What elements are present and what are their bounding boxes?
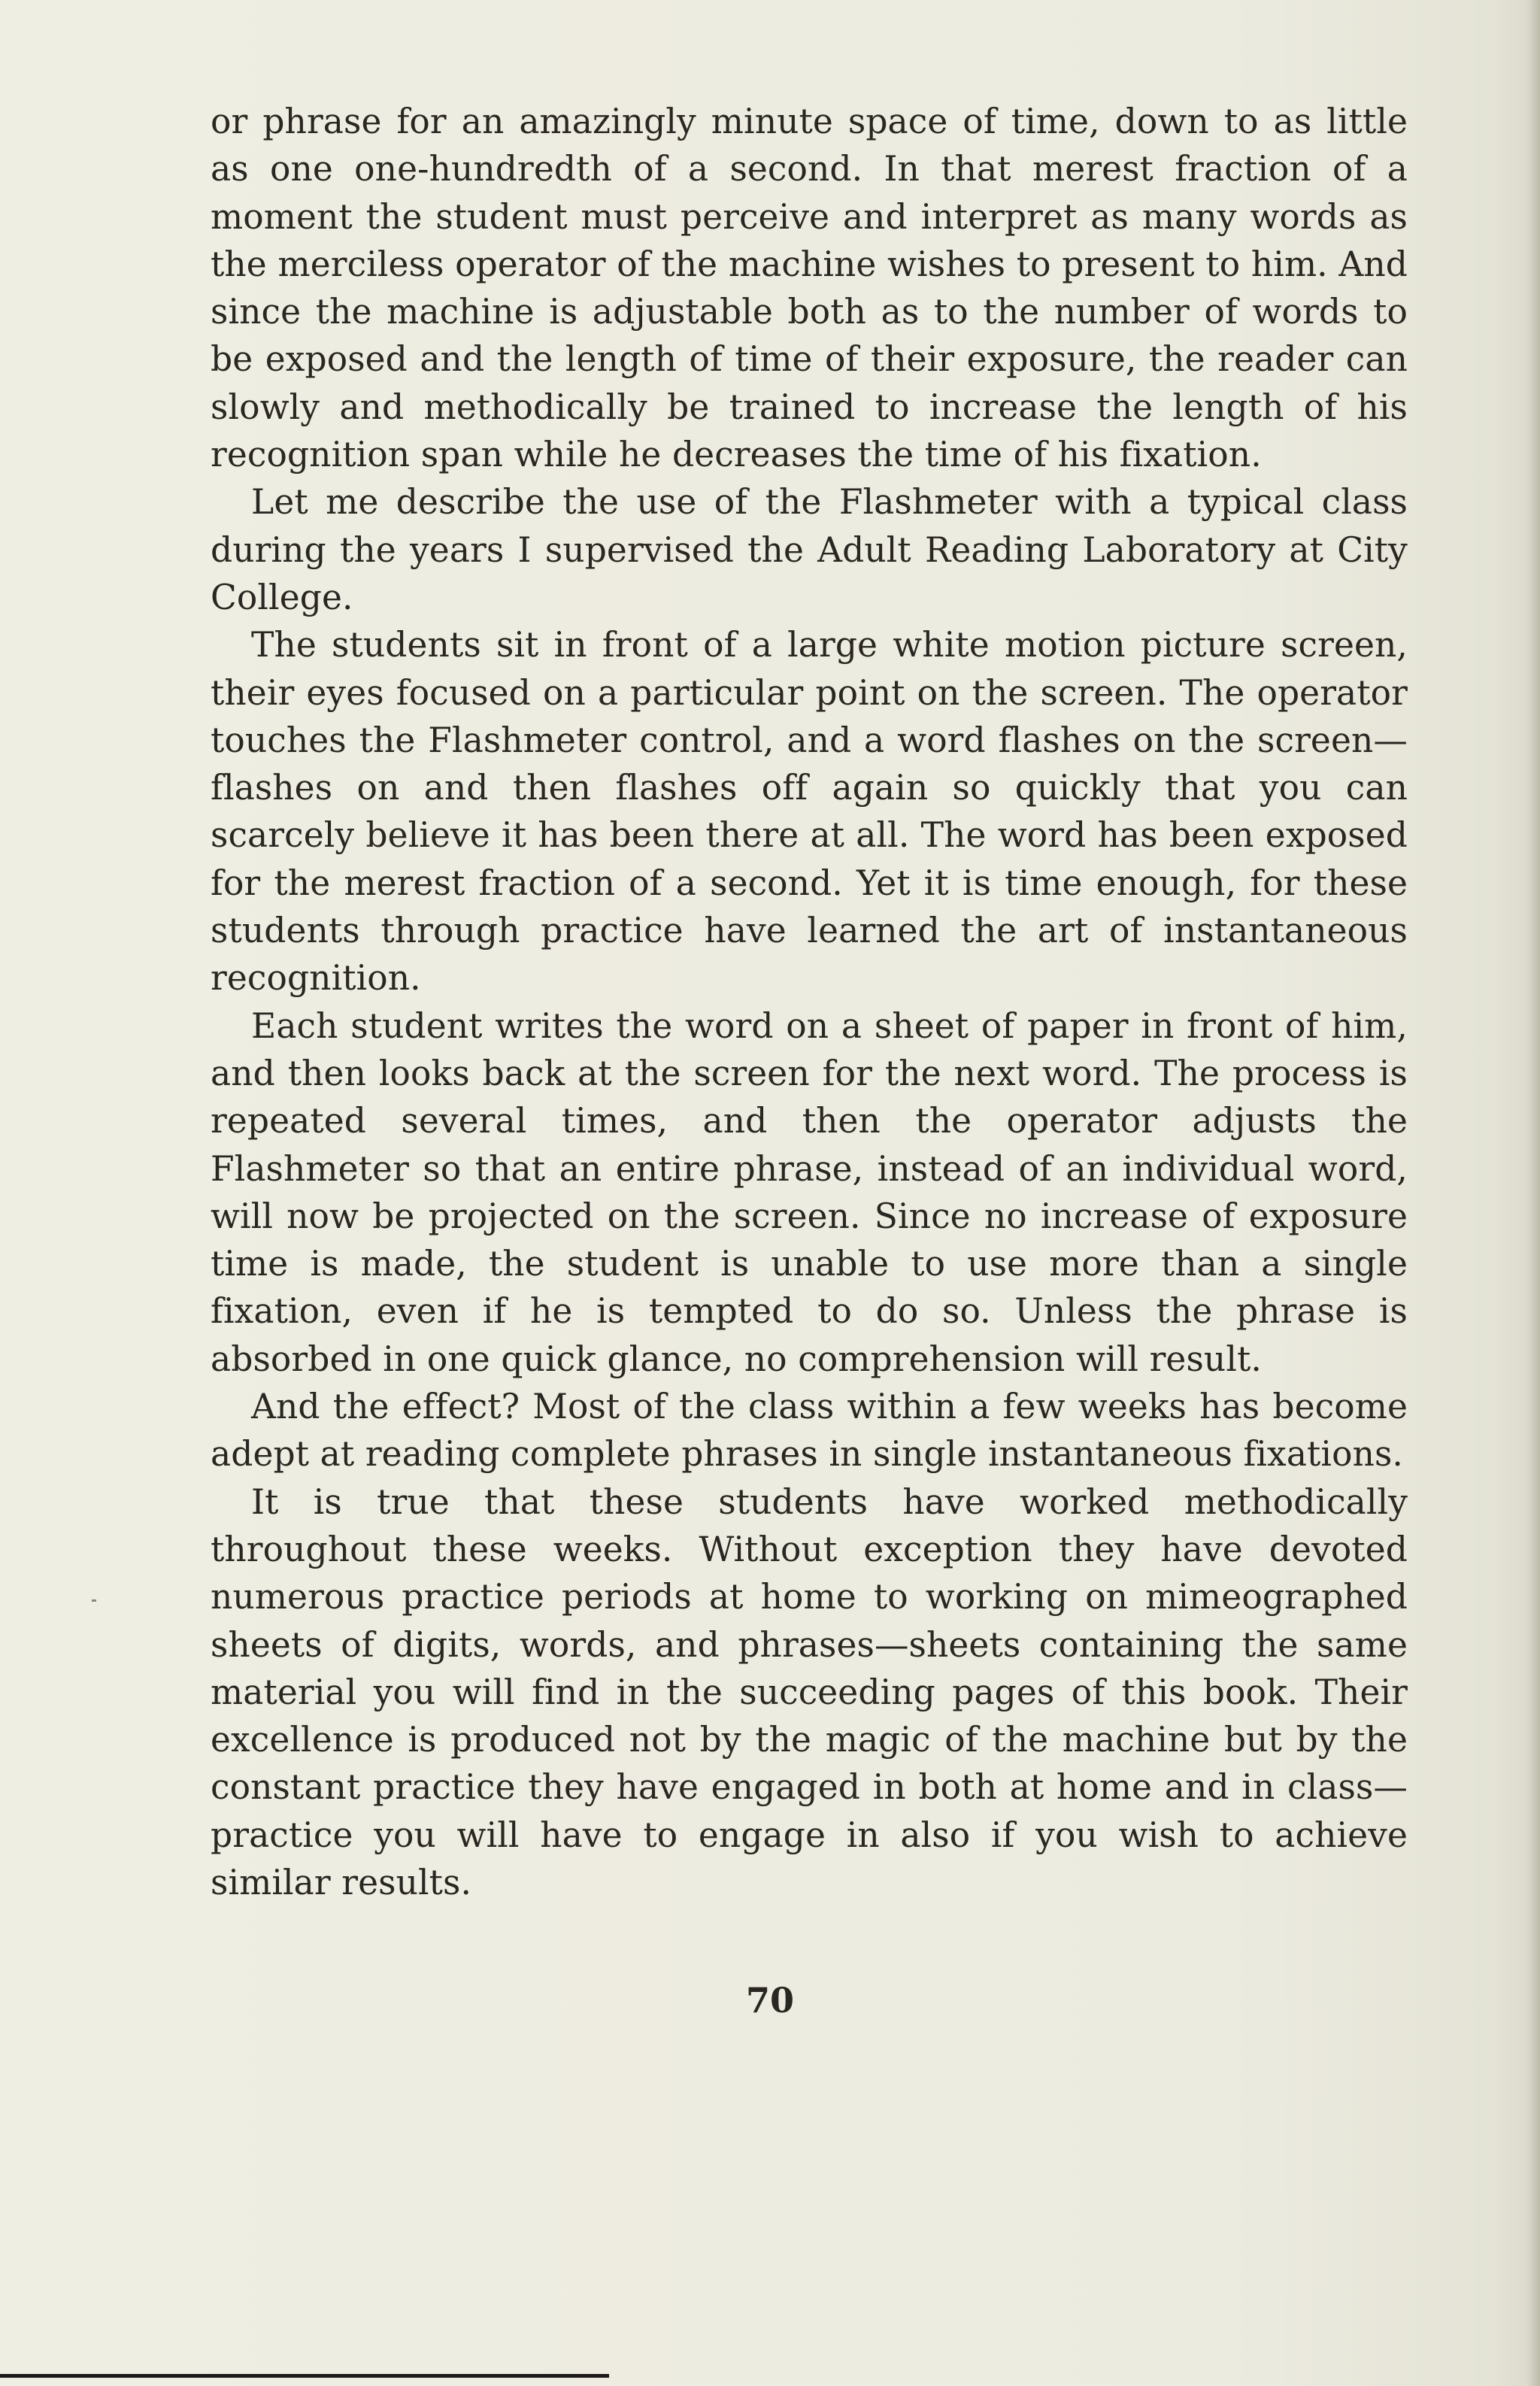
paragraph-screen-description: The students sit in front of a large white motion picture screen, their eyes focused on a particular point on the screen. The operator touches the Flashmeter control, and a word flashes on the screen— flashes on and then flashes off again so quickly that you can scarcely believe it has been there at all. The word has been exposed for the merest fraction of a second. Yet it is time enough, for these students through practice have learned the art of instantaneous recognition. (211, 625, 1408, 999)
paragraph-flashmeter-class: Let me describe the use of the Flashmeter with a typical class during the years I supervised the Adult Reading Laboratory at City College. (211, 482, 1408, 617)
paragraph-practice: It is true that these students have worked methodically throughout these weeks. Without exception they have devoted numerous practice periods at home to working on mimeographed sheets of digits, words, and phrases—sheets containing the same material you will find in the succeeding pages of this book. Their excellence is produced not by the magic of the machine but by the constant practice they have engaged in both at home and in class—practice you will have to engage in also if you wish to achieve similar results. (211, 1481, 1408, 1902)
page-number: 70 (745, 1980, 794, 2021)
bottom-rule (0, 2374, 609, 2378)
paragraph-continuation: or phrase for an amazingly minute space of time, down to as little as one one-hundredth of a second. In that merest fraction of a moment the student must perceive and interpret as many words as the merciless operator of the machine wishes to present to him. And since the machine is adjustable both as to the number of words to be exposed and the length of time of their exposure, the reader can slowly and methodically be trained to increase the length of his recognition span while he decreases the time of his fixation. (211, 102, 1408, 475)
body-text (211, 98, 1408, 1906)
paragraph-phrase-exposure: Each student writes the word on a sheet of paper in front of him, and then looks back at the screen for the next word. The process is repeated several times, and then the operator adjusts the Flashmeter so that an entire phrase, instead of an individual word, will now be projected on the screen. Since no increase of exposure time is made, the student is unable to use more than a single fixation, even if he is tempted to do so. Unless the phrase is absorbed in one quick glance, no comprehension will result. (211, 1005, 1408, 1379)
page-edge-shadow (1526, 0, 1540, 2386)
paragraph-effect: And the effect? Most of the class within a few weeks has become adept at reading complete phrases in single instantaneous fixations. (211, 1387, 1408, 1475)
margin-mark (92, 1599, 96, 1602)
